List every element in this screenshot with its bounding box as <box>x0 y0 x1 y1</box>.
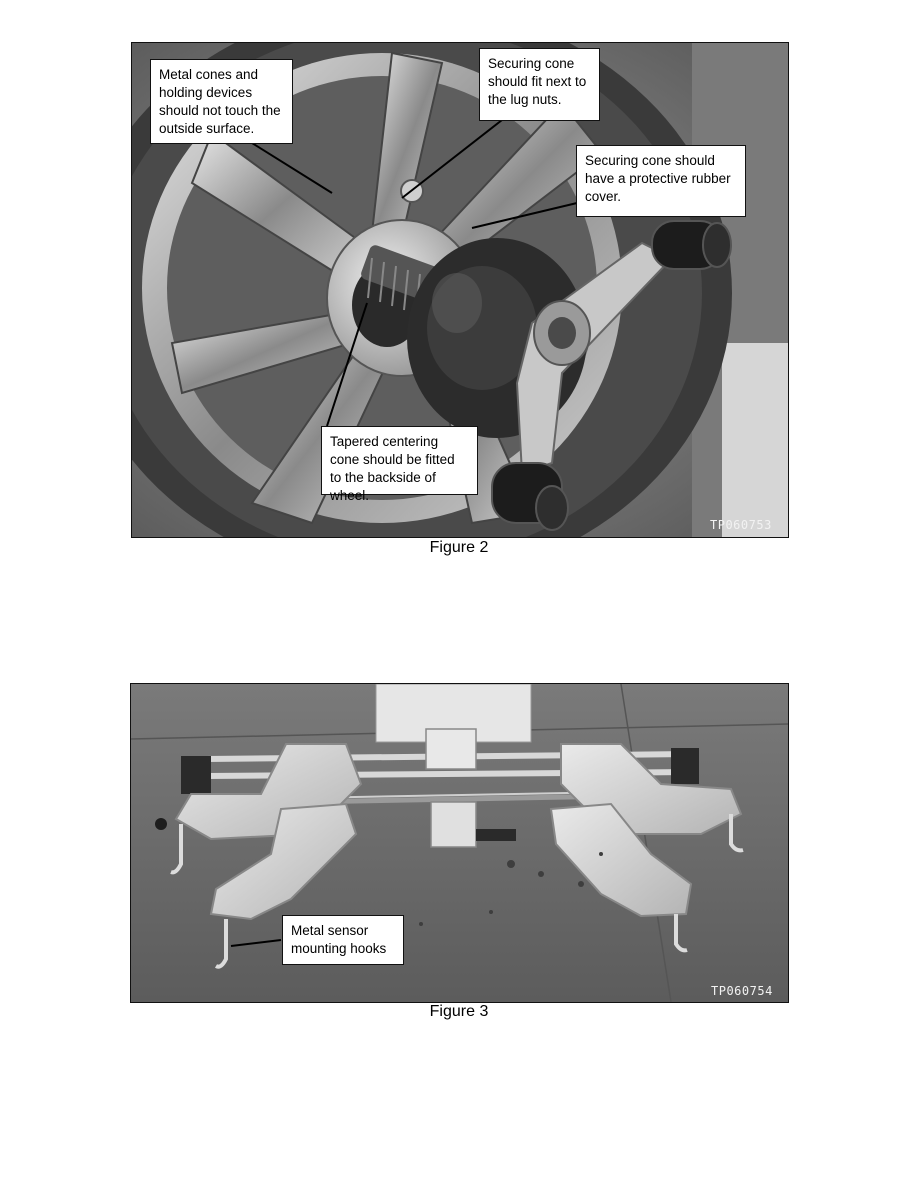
figure-3-photo <box>130 683 789 1003</box>
sensor-clamp-photo-image <box>131 684 788 1002</box>
callout-securing-cone-cover: Securing cone should have a protective rubber cover. <box>576 145 746 217</box>
callout-metal-cones: Metal cones and holding devices should not touch the outside surface. <box>150 59 293 144</box>
figure-2-photo <box>131 42 789 538</box>
callout-securing-cone-fit: Securing cone should fit next to the lug nuts. <box>479 48 600 121</box>
figure-3-caption: Figure 3 <box>429 1003 489 1020</box>
photo-id-label: TP060754 <box>711 984 773 998</box>
callout-tapered-cone: Tapered centering cone should be fitted to the backside of wheel. <box>321 426 478 495</box>
figure-2-caption: Figure 2 <box>429 539 489 556</box>
callout-metal-sensor-hooks: Metal sensor mounting hooks <box>282 915 404 965</box>
photo-id-label: TP060753 <box>710 518 772 532</box>
